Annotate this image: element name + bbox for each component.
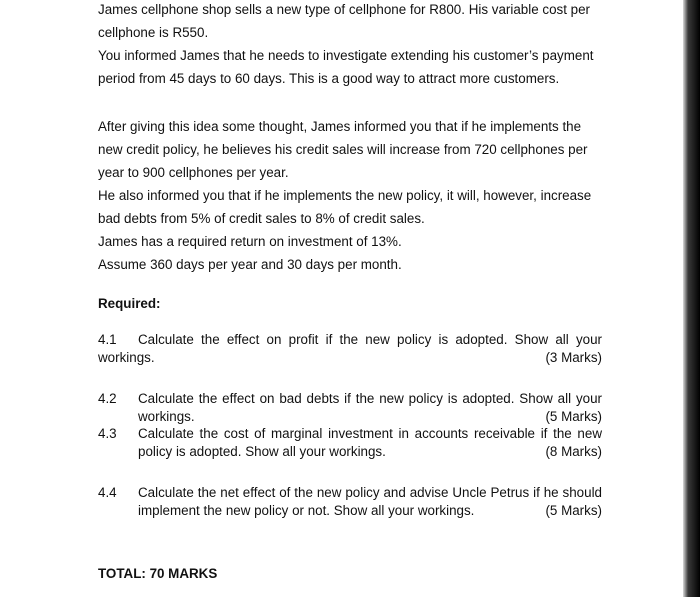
question-text-line1: Calculate the cost of marginal investment in accounts receivable if the new bbox=[138, 426, 602, 441]
question-text-line2: policy is adopted. Show all your workings. bbox=[138, 443, 386, 459]
days-assumption-sentence: Assume 360 days per year and 30 days per month. bbox=[98, 257, 402, 272]
question-marks: (8 Marks) bbox=[545, 443, 602, 459]
credit-policy-paragraph bbox=[98, 115, 602, 276]
question-number: 4.1 bbox=[98, 332, 117, 347]
question-marks: (5 Marks) bbox=[545, 502, 602, 518]
question-text-line1: Calculate the effect on bad debts if the new policy is adopted. Show all your bbox=[138, 391, 602, 406]
question-marks: (3 Marks) bbox=[545, 349, 602, 365]
question-text-line2: workings. bbox=[138, 408, 195, 424]
question-text-line1: Calculate the net effect of the new policy and advise Uncle Petrus if he should bbox=[138, 485, 602, 500]
question-4-1 bbox=[98, 331, 602, 366]
intro-paragraph bbox=[98, 0, 602, 90]
question-text-line2: workings. bbox=[98, 349, 155, 365]
required-heading: Required: bbox=[98, 296, 161, 311]
required-return-sentence: James has a required return on investment of 13%. bbox=[98, 234, 402, 249]
question-number: 4.2 bbox=[98, 391, 117, 406]
question-number: 4.3 bbox=[98, 426, 117, 441]
intro-sentence-payment-period: You informed James that he needs to investigate extending his customer’s payment period from 45 days to 60 days. This is a good way to attract more customers. bbox=[98, 48, 594, 86]
page-edge-shadow bbox=[683, 0, 700, 597]
question-4-4 bbox=[98, 484, 602, 519]
question-text-line2: implement the new policy or not. Show all your workings. bbox=[138, 502, 475, 518]
question-number: 4.4 bbox=[98, 485, 117, 500]
question-text-line1: Calculate the effect on profit if the new policy is adopted. Show all your bbox=[138, 332, 602, 347]
intro-sentence-price: James cellphone shop sells a new type of cellphone for R800. His variable cost per cellphone is R550. bbox=[98, 2, 591, 40]
question-marks: (5 Marks) bbox=[545, 408, 602, 424]
question-4-3 bbox=[98, 425, 602, 460]
credit-sales-sentence: After giving this idea some thought, James informed you that if he implements the new credit policy, he believes his credit sales will increase from 720 cellphones per year to 900 cellphones per year. bbox=[98, 119, 588, 180]
bad-debts-sentence: He also informed you that if he implements the new policy, it will, however, increase bad debts from 5% of credit sales to 8% of credit sales. bbox=[98, 188, 592, 226]
question-4-2 bbox=[98, 390, 602, 425]
total-marks: TOTAL: 70 MARKS bbox=[98, 566, 218, 581]
